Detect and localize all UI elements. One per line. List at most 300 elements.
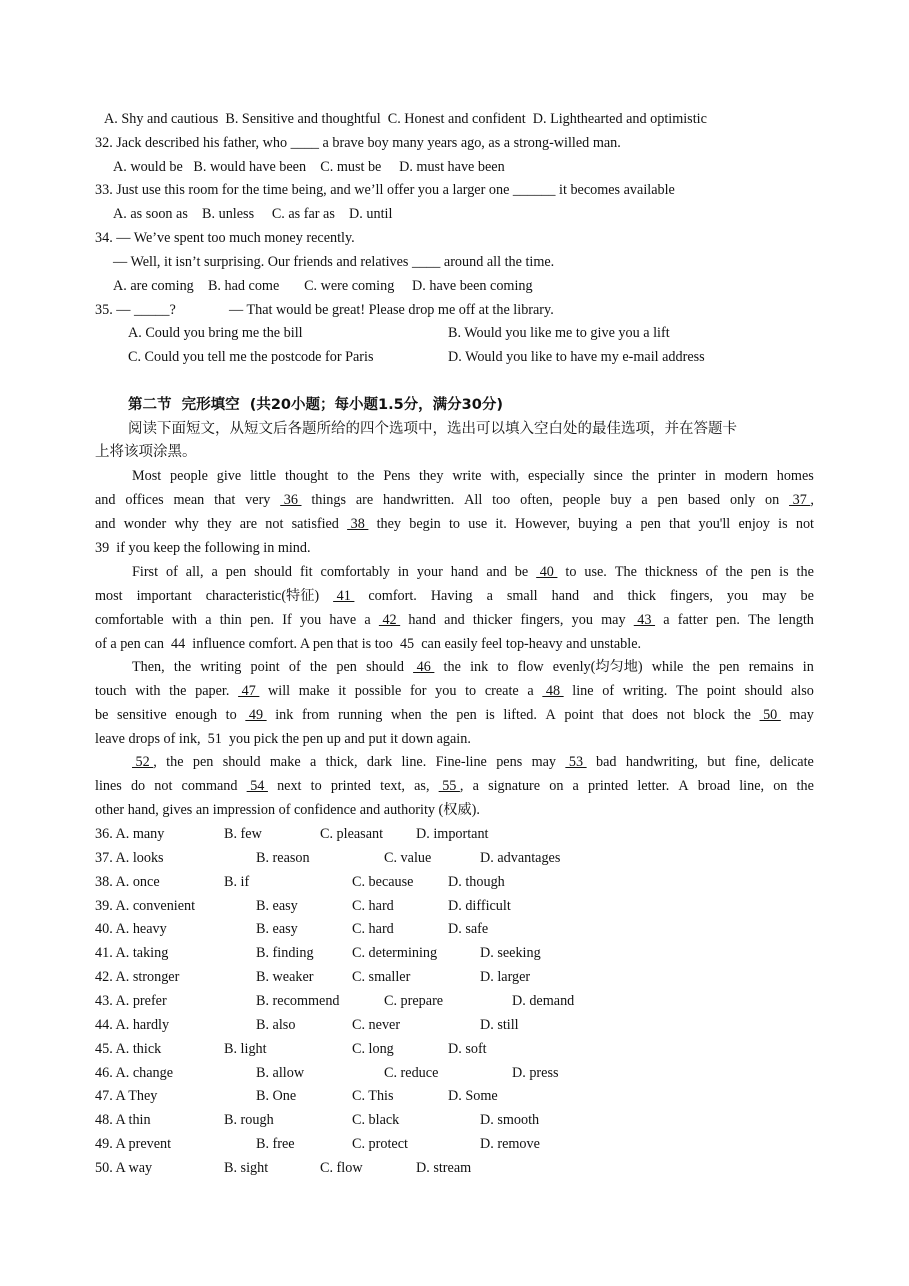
- passage-word: on: [765, 492, 780, 508]
- passage-word: to: [497, 659, 509, 675]
- passage-word: should: [254, 564, 293, 580]
- passage-word: from: [301, 707, 330, 723]
- passage-word: it.: [495, 516, 507, 532]
- passage-line: [132, 753, 814, 771]
- passage-word: remains: [748, 659, 794, 675]
- option-39-c: C. hard: [352, 898, 394, 914]
- passage-word: make: [269, 754, 301, 770]
- cloze-blank: 50: [759, 707, 781, 723]
- passage-word: ink: [275, 707, 294, 723]
- cloze-blank: 54: [246, 778, 268, 794]
- passage-word: the: [796, 778, 814, 794]
- passage-word: characteristic(特征): [205, 588, 320, 604]
- passage-word: Most: [132, 468, 162, 484]
- passage-word: fingers,: [520, 612, 564, 628]
- passage-word: next: [277, 778, 302, 794]
- passage-word: All: [464, 492, 483, 508]
- option-42-b: B. weaker: [256, 969, 314, 985]
- passage-word: buy: [610, 492, 632, 508]
- passage-word: does: [632, 707, 659, 723]
- passage-word: the: [166, 754, 184, 770]
- option-48-a: 48. A thin: [95, 1112, 151, 1128]
- passage-word: all,: [185, 564, 204, 580]
- passage-word: hand: [408, 612, 436, 628]
- passage-word: wonder: [123, 516, 167, 532]
- passage-word: pen: [336, 659, 357, 675]
- passage-word: point: [706, 683, 736, 699]
- option-43-d: D. demand: [512, 993, 575, 1009]
- passage-word: very: [245, 492, 271, 508]
- cloze-blank: 40: [536, 564, 558, 580]
- passage-word: buying: [578, 516, 618, 532]
- passage-word: why: [174, 516, 199, 532]
- passage-word: [760, 706, 781, 724]
- passage-word: not: [795, 516, 814, 532]
- passage-line: [95, 777, 814, 795]
- passage-word: satisfied: [291, 516, 339, 532]
- passage-word: comfort.: [368, 588, 417, 604]
- passage-word: people: [170, 468, 208, 484]
- option-40-a: 40. A. heavy: [95, 921, 167, 937]
- passage-word: with: [171, 612, 197, 628]
- passage-word: be: [95, 707, 109, 723]
- passage-word: the: [733, 707, 751, 723]
- passage-word: writing.: [622, 683, 668, 699]
- option-46-d: D. press: [512, 1065, 559, 1081]
- passage-word: with: [135, 683, 161, 699]
- passage-word: and: [486, 564, 507, 580]
- passage-word: also: [791, 683, 814, 699]
- passage-word: write: [452, 468, 482, 484]
- option-36-a: 36. A. many: [95, 826, 165, 842]
- q35-option-a: A. Could you bring me the bill: [128, 325, 303, 341]
- option-44-c: C. never: [352, 1017, 401, 1033]
- passage-word: ink: [470, 659, 489, 675]
- passage-word: fatter: [677, 612, 708, 628]
- passage-word: a: [625, 516, 633, 532]
- passage-word: thickness: [644, 564, 698, 580]
- option-43-c: C. prepare: [384, 993, 444, 1009]
- passage-word: 37 ,: [789, 492, 814, 508]
- passage-word: fingers,: [669, 588, 713, 604]
- passage-line: [95, 515, 814, 533]
- option-37-c: C. value: [384, 850, 432, 866]
- passage-word: they: [207, 516, 232, 532]
- passage-word: the: [725, 564, 743, 580]
- passage-word: a: [309, 754, 317, 770]
- option-50-b: B. sight: [224, 1160, 269, 1176]
- cloze-blank: 43: [633, 612, 656, 628]
- cloze-blank: 53: [565, 754, 587, 770]
- q35-option-c: C. Could you tell me the postcode for Paris: [128, 349, 374, 365]
- passage-word: comfortable: [95, 612, 164, 628]
- q34-options: A. are coming B. had come C. were coming D. have been coming: [113, 278, 533, 294]
- option-46-a: 46. A. change: [95, 1065, 174, 1081]
- passage-word: line: [572, 683, 594, 699]
- passage-word: to: [337, 468, 349, 484]
- passage-word: important: [136, 588, 192, 604]
- passage-line: [95, 682, 814, 700]
- passage-word: most: [95, 588, 123, 604]
- passage-word: especially: [528, 468, 585, 484]
- option-48-d: D. smooth: [480, 1112, 540, 1128]
- passage-word: fine,: [734, 754, 761, 770]
- passage-word: pen: [640, 516, 661, 532]
- passage-word: you: [435, 683, 457, 699]
- passage-word: but: [707, 754, 726, 770]
- passage-word: a: [205, 612, 212, 628]
- q35-option-d: D. Would you like to have my e-mail address: [448, 349, 705, 365]
- passage-word: line.: [401, 754, 427, 770]
- passage-word: enjoy: [738, 516, 770, 532]
- option-47-d: D. Some: [448, 1088, 498, 1104]
- option-50-a: 50. A way: [95, 1160, 153, 1176]
- passage-word: is: [778, 516, 788, 532]
- option-44-b: B. also: [256, 1017, 296, 1033]
- option-41-b: B. finding: [256, 945, 314, 961]
- passage-word: broad: [697, 778, 731, 794]
- option-43-b: B. recommend: [256, 993, 340, 1009]
- section-instruction: 阅读下面短文，从短文后各题所给的四个选项中，选出可以填入空白处的最佳选项，并在答题卡: [128, 421, 737, 437]
- passage-word: the: [430, 707, 448, 723]
- passage-word: should: [744, 683, 783, 699]
- option-41-c: C. determining: [352, 945, 438, 961]
- passage-word: a: [364, 612, 371, 628]
- passage-line: [95, 611, 814, 629]
- passage-word: in: [802, 659, 814, 675]
- passage-word: a: [486, 588, 493, 604]
- passage-word: are: [239, 516, 258, 532]
- option-36-c: C. pleasant: [320, 826, 384, 842]
- passage-line: leave drops of ink, 51 you pick the pen up and put it down again.: [95, 731, 471, 747]
- passage-word: [536, 563, 557, 581]
- passage-word: the: [692, 659, 710, 675]
- cloze-blank: 49: [245, 707, 267, 723]
- passage-word: small: [506, 588, 538, 604]
- passage-word: paper.: [195, 683, 230, 699]
- option-49-c: C. protect: [352, 1136, 408, 1152]
- option-36-b: B. few: [224, 826, 262, 842]
- option-47-c: C. This: [352, 1088, 394, 1104]
- option-41-d: D. seeking: [480, 945, 541, 961]
- passage-line: [132, 563, 814, 581]
- passage-word: in: [397, 564, 409, 580]
- passage-word: a: [663, 612, 670, 628]
- option-38-d: D. though: [448, 874, 505, 890]
- section-instruction-cont: 上将该项涂黑。: [95, 444, 197, 460]
- option-41-a: 41. A. taking: [95, 945, 169, 961]
- passage-word: point: [564, 707, 594, 723]
- passage-word: of: [165, 564, 178, 580]
- passage-word: hand: [450, 564, 479, 580]
- cloze-blank: 38: [347, 516, 369, 532]
- option-44-a: 44. A. hardly: [95, 1017, 170, 1033]
- option-38-c: C. because: [352, 874, 414, 890]
- passage-word: you: [726, 588, 749, 604]
- passage-word: writing: [200, 659, 242, 675]
- passage-word: and: [95, 516, 116, 532]
- passage-word: signature: [488, 778, 541, 794]
- passage-word: the: [631, 468, 649, 484]
- passage-word: handwriting,: [625, 754, 698, 770]
- passage-word: the: [309, 659, 328, 675]
- passage-word: use: [468, 516, 488, 532]
- passage-word: [247, 777, 268, 795]
- passage-word: [542, 682, 563, 700]
- option-38-a: 38. A. once: [95, 874, 160, 890]
- option-42-c: C. smaller: [352, 969, 411, 985]
- passage-word: to: [225, 707, 237, 723]
- passage-word: possible: [354, 683, 402, 699]
- option-45-c: C. long: [352, 1041, 394, 1057]
- passage-word: comfortably: [320, 564, 390, 580]
- passage-word: running: [338, 707, 383, 723]
- passage-word: may: [762, 588, 787, 604]
- option-37-b: B. reason: [256, 850, 310, 866]
- passage-word: touch: [95, 683, 127, 699]
- passage-word: Fine-line: [435, 754, 487, 770]
- passage-word: handwritten.: [383, 492, 455, 508]
- passage-word: pen.: [249, 612, 275, 628]
- option-39-b: B. easy: [256, 898, 298, 914]
- passage-word: homes: [776, 468, 814, 484]
- passage-word: A: [545, 707, 556, 723]
- passage-word: may: [531, 754, 556, 770]
- option-40-c: C. hard: [352, 921, 394, 937]
- passage-word: when: [390, 707, 422, 723]
- option-45-d: D. soft: [448, 1041, 487, 1057]
- passage-word: The: [675, 683, 699, 699]
- passage-word: bad: [595, 754, 617, 770]
- passage-word: have: [329, 612, 357, 628]
- q32-options: A. would be B. would have been C. must be D. must have been: [113, 159, 505, 175]
- option-40-d: D. safe: [448, 921, 489, 937]
- passage-word: things: [311, 492, 347, 508]
- passage-word: not: [265, 516, 284, 532]
- passage-word: mean: [173, 492, 205, 508]
- passage-line: [95, 706, 814, 724]
- passage-word: you'll: [698, 516, 731, 532]
- passage-word: based: [687, 492, 721, 508]
- passage-word: in: [704, 468, 716, 484]
- passage-word: is: [485, 707, 495, 723]
- passage-word: [634, 611, 655, 629]
- option-37-d: D. advantages: [480, 850, 561, 866]
- option-44-d: D. still: [480, 1017, 519, 1033]
- passage-word: they: [376, 516, 402, 532]
- passage-word: are: [355, 492, 374, 508]
- passage-word: not: [666, 707, 685, 723]
- passage-word: of: [602, 683, 615, 699]
- passage-word: text,: [380, 778, 405, 794]
- passage-line: [95, 491, 814, 509]
- passage-word: use.: [584, 564, 607, 580]
- passage-word: block: [693, 707, 725, 723]
- passage-word: point: [250, 659, 280, 675]
- passage-word: flow: [517, 659, 544, 675]
- passage-word: little: [250, 468, 277, 484]
- passage-word: [238, 682, 259, 700]
- passage-word: [347, 515, 368, 533]
- passage-word: should: [222, 754, 261, 770]
- passage-word: that: [602, 707, 624, 723]
- option-50-d: D. stream: [416, 1160, 472, 1176]
- cloze-blank: 47: [238, 683, 260, 699]
- passage-word: make: [298, 683, 330, 699]
- q33-stem: 33. Just use this room for the time being, and we’ll offer you a larger one ______ it becomes available: [95, 182, 675, 198]
- passage-word: may: [601, 612, 626, 628]
- passage-word: thick,: [325, 754, 358, 770]
- passage-line: of a pen can 44 influence comfort. A pen that is too 45 can easily feel top-heavy and unstable.: [95, 636, 642, 652]
- passage-line: other hand, gives an impression of confidence and authority (权威).: [95, 802, 480, 818]
- passage-word: of: [705, 564, 718, 580]
- passage-word: 52 ,: [132, 754, 157, 770]
- q35-option-b: B. Would you like me to give you a lift: [448, 325, 670, 341]
- passage-word: the: [357, 468, 375, 484]
- passage-word: to: [465, 683, 477, 699]
- cloze-blank: 37: [789, 492, 811, 508]
- passage-word: a: [641, 492, 648, 508]
- passage-line: [132, 658, 814, 676]
- passage-word: [333, 587, 354, 605]
- passage-word: since: [593, 468, 623, 484]
- passage-word: will: [268, 683, 291, 699]
- cloze-blank: 52: [132, 754, 154, 770]
- passage-word: with,: [490, 468, 520, 484]
- option-39-a: 39. A. convenient: [95, 898, 196, 914]
- cloze-blank: 42: [378, 612, 401, 628]
- passage-word: the: [796, 564, 814, 580]
- passage-word: that: [669, 516, 691, 532]
- cloze-blank: 41: [333, 588, 355, 604]
- q33-options: A. as soon as B. unless C. as far as D. until: [113, 206, 393, 222]
- passage-word: on: [773, 778, 788, 794]
- passage-word: Then,: [132, 659, 165, 675]
- passage-word: However,: [514, 516, 570, 532]
- passage-word: [565, 753, 586, 771]
- option-36-d: D. important: [416, 826, 489, 842]
- option-49-a: 49. A prevent: [95, 1136, 172, 1152]
- passage-word: create: [484, 683, 519, 699]
- option-45-a: 45. A. thick: [95, 1041, 162, 1057]
- passage-word: to: [448, 516, 461, 532]
- passage-word: pens: [496, 754, 523, 770]
- passage-word: of: [288, 659, 301, 675]
- passage-word: hand: [551, 588, 580, 604]
- passage-word: printer: [657, 468, 696, 484]
- q35-stem: 35. — _____? — That would be great! Please drop me off at the library.: [95, 302, 554, 318]
- passage-word: pen: [719, 659, 740, 675]
- passage-word: line,: [739, 778, 765, 794]
- passage-word: thicker: [472, 612, 513, 628]
- passage-word: thin: [219, 612, 242, 628]
- passage-word: for: [409, 683, 427, 699]
- passage-word: and: [444, 612, 465, 628]
- passage-word: thought: [284, 468, 329, 484]
- q32-stem: 32. Jack described his father, who ____ a brave boy many years ago, as a strong-willed man.: [95, 135, 621, 151]
- passage-word: and: [593, 588, 614, 604]
- passage-line: [132, 467, 814, 485]
- option-47-a: 47. A They: [95, 1088, 158, 1104]
- option-45-b: B. light: [224, 1041, 267, 1057]
- passage-word: while: [651, 659, 684, 675]
- passage-word: not: [154, 778, 173, 794]
- q34-stem: 34. — We’ve spent too much money recently.: [95, 230, 355, 246]
- q34-reply: — Well, it isn’t surprising. Our friends and relatives ____ around all the time.: [113, 254, 555, 270]
- passage-word: a: [527, 683, 534, 699]
- option-48-c: C. black: [352, 1112, 400, 1128]
- passage-word: give: [216, 468, 242, 484]
- passage-word: printed: [588, 778, 629, 794]
- option-50-c: C. flow: [320, 1160, 363, 1176]
- passage-word: offices: [125, 492, 164, 508]
- option-47-b: B. One: [256, 1088, 297, 1104]
- passage-word: the: [443, 659, 461, 675]
- passage-word: may: [789, 707, 814, 723]
- option-40-b: B. easy: [256, 921, 298, 937]
- passage-word: modern: [724, 468, 768, 484]
- passage-word: lifted.: [503, 707, 537, 723]
- passage-word: your: [416, 564, 443, 580]
- passage-word: you: [299, 612, 322, 628]
- passage-word: Pens: [383, 468, 411, 484]
- cloze-blank: 36: [280, 492, 302, 508]
- passage-word: you: [571, 612, 593, 628]
- passage-word: be: [800, 588, 814, 604]
- passage-word: to: [310, 778, 322, 794]
- passage-word: a: [211, 564, 218, 580]
- passage-word: only: [729, 492, 756, 508]
- passage-word: If: [282, 612, 292, 628]
- passage-line: [95, 587, 814, 605]
- passage-word: pen: [192, 754, 214, 770]
- option-39-d: D. difficult: [448, 898, 511, 914]
- cloze-blank: 48: [542, 683, 564, 699]
- passage-word: pen: [456, 707, 477, 723]
- option-38-b: B. if: [224, 874, 250, 890]
- passage-word: be: [514, 564, 529, 580]
- cloze-blank: 55: [438, 778, 460, 794]
- passage-word: 55 ,: [438, 778, 464, 794]
- section-title: 第二节 完形填空 (共20小题；每小题1.5分，满分30分): [128, 397, 503, 413]
- passage-word: dark: [366, 754, 393, 770]
- passage-word: pen: [657, 492, 679, 508]
- option-37-a: 37. A. looks: [95, 850, 164, 866]
- passage-word: evenly(均匀地): [552, 659, 643, 675]
- passage-word: should: [366, 659, 404, 675]
- passage-word: the: [169, 683, 187, 699]
- passage-word: delicate: [769, 754, 814, 770]
- passage-word: letter.: [637, 778, 670, 794]
- option-42-a: 42. A. stronger: [95, 969, 180, 985]
- passage-word: pen.: [715, 612, 740, 628]
- cloze-blank: 46: [413, 659, 435, 675]
- passage-word: do: [130, 778, 146, 794]
- passage-word: [413, 658, 434, 676]
- passage-word: the: [173, 659, 192, 675]
- passage-word: The: [614, 564, 637, 580]
- passage-word: is: [779, 564, 789, 580]
- option-46-c: C. reduce: [384, 1065, 439, 1081]
- passage-word: too: [492, 492, 511, 508]
- passage-word: thick: [627, 588, 656, 604]
- option-49-d: D. remove: [480, 1136, 540, 1152]
- passage-word: [245, 706, 266, 724]
- passage-word: they: [419, 468, 444, 484]
- passage-word: that: [214, 492, 236, 508]
- passage-word: [280, 491, 301, 509]
- passage-word: The: [748, 612, 771, 628]
